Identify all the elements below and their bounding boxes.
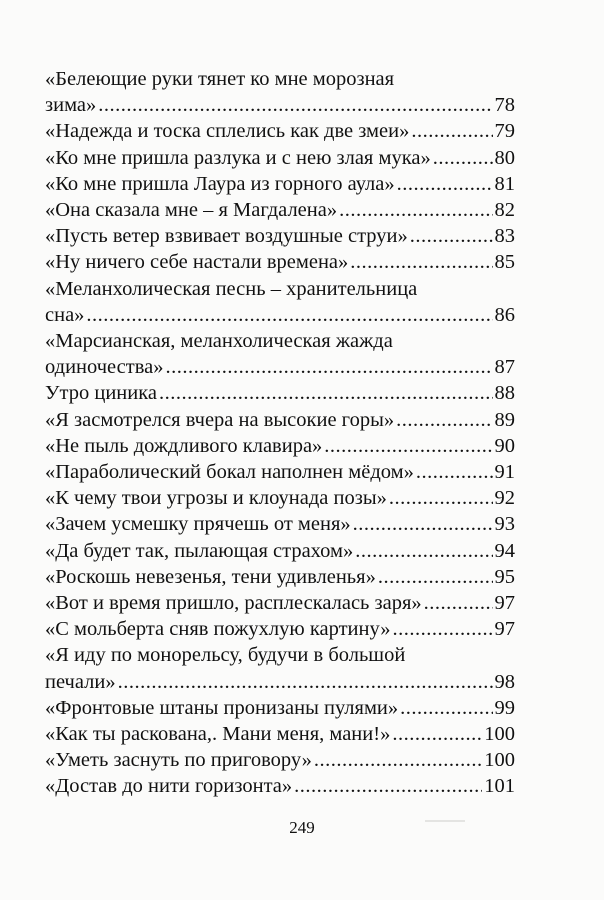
toc-entry-title: «Ко мне пришла Лаура из горного аула» xyxy=(45,172,395,195)
toc-entry-page: 98 xyxy=(494,670,515,693)
toc-entry-page: 78 xyxy=(494,94,515,117)
toc-entry-title: «Зачем усмешку прячешь от меня» xyxy=(45,513,351,536)
toc-entry-line xyxy=(45,511,515,537)
dot-leader xyxy=(86,302,492,328)
toc-entry-title: «Вот и время пришло, расплескалась заря» xyxy=(45,592,422,615)
toc-entry-page: 93 xyxy=(494,513,515,536)
toc-entry-title: «Достав до нити горизонта» xyxy=(45,775,293,798)
toc-entry xyxy=(45,511,515,537)
toc-entry-line xyxy=(45,721,515,747)
toc-entry-page: 101 xyxy=(484,775,515,798)
toc-entry-line xyxy=(45,380,515,406)
toc-entry-title: сна» xyxy=(45,303,85,326)
dot-leader xyxy=(324,433,492,459)
toc-entry-line xyxy=(45,669,515,695)
toc-entry-line xyxy=(45,118,515,144)
dot-leader xyxy=(294,773,482,799)
toc-entry-title-line: «Белеющие руки тянет ко мне морозная xyxy=(45,68,395,90)
dot-leader xyxy=(416,459,493,485)
toc-entry xyxy=(45,433,515,459)
toc-entry xyxy=(45,747,515,773)
dot-leader xyxy=(98,92,492,118)
toc-entry-page: 97 xyxy=(494,618,515,641)
toc-entry xyxy=(45,66,515,118)
toc-entry-title-line: «Я иду по монорельсу, будучи в большой xyxy=(45,644,406,667)
toc-entry-line xyxy=(45,171,515,197)
toc-entry-title: «Ну ничего себе настали времена» xyxy=(45,251,349,274)
dot-leader xyxy=(159,380,493,406)
toc-entry-title: «Как ты раскована,. Мани меня, мани!» xyxy=(45,723,391,746)
toc-entry-line xyxy=(45,354,515,380)
table-of-contents xyxy=(45,66,515,800)
dot-leader xyxy=(433,145,493,171)
toc-entry-line xyxy=(45,145,515,171)
dot-leader xyxy=(118,669,493,695)
dot-leader xyxy=(378,564,493,590)
toc-entry xyxy=(45,695,515,721)
toc-entry-page: 89 xyxy=(494,408,515,431)
toc-entry-line xyxy=(45,616,515,642)
toc-entry-line xyxy=(45,223,515,249)
toc-entry-title: печали» xyxy=(45,670,116,693)
toc-entry-title: «Фронтовые штаны пронизаны пулями» xyxy=(45,696,399,719)
toc-entry-page: 92 xyxy=(494,487,515,510)
toc-entry-page: 100 xyxy=(484,749,515,772)
toc-entry-title-line: «Меланхолическая песнь – хранительница xyxy=(45,277,418,300)
toc-entry-title: «С мольберта сняв пожухлую картину» xyxy=(45,618,391,641)
toc-entry xyxy=(45,407,515,433)
dot-leader xyxy=(392,721,482,747)
toc-entry-line xyxy=(45,407,515,433)
toc-entry-title: «Надежда и тоска сплелись как две змеи» xyxy=(45,120,410,143)
toc-entry xyxy=(45,171,515,197)
toc-entry-line xyxy=(45,485,515,511)
dot-leader xyxy=(355,538,492,564)
toc-entry-line xyxy=(45,197,515,223)
dot-leader xyxy=(350,249,492,275)
toc-entry-line xyxy=(45,433,515,459)
dot-leader xyxy=(410,223,493,249)
toc-entry-page: 87 xyxy=(494,356,515,379)
toc-entry xyxy=(45,328,515,380)
toc-entry-line xyxy=(45,302,515,328)
toc-entry-page: 80 xyxy=(494,146,515,169)
toc-entry xyxy=(45,118,515,144)
toc-entry-title: одиночества» xyxy=(45,356,164,379)
toc-entry-title: Утро циника xyxy=(45,382,157,405)
toc-entry-title: «Она сказала мне – я Магдалена» xyxy=(45,199,338,222)
toc-entry-title: «Уметь заснуть по приговору» xyxy=(45,749,312,772)
toc-entry-line xyxy=(45,538,515,564)
toc-entry-page: 86 xyxy=(494,303,515,326)
toc-entry-page: 100 xyxy=(484,723,515,746)
dot-leader xyxy=(411,118,492,144)
toc-entry xyxy=(45,459,515,485)
toc-entry xyxy=(45,564,515,590)
toc-entry xyxy=(45,223,515,249)
dot-leader xyxy=(339,197,492,223)
dot-leader xyxy=(397,171,493,197)
dot-leader xyxy=(393,616,493,642)
toc-entry-title: «Пусть ветер взвивает воздушные струи» xyxy=(45,225,408,248)
dot-leader xyxy=(400,695,492,721)
toc-entry-page: 91 xyxy=(494,461,515,484)
toc-entry xyxy=(45,642,515,694)
toc-entry-line xyxy=(45,249,515,275)
toc-entry-page: 99 xyxy=(494,696,515,719)
toc-entry xyxy=(45,485,515,511)
toc-entry xyxy=(45,145,515,171)
toc-entry-title: зима» xyxy=(45,94,97,117)
dot-leader xyxy=(389,485,493,511)
toc-entry xyxy=(45,773,515,799)
toc-entry-page: 97 xyxy=(494,592,515,615)
toc-entry-title: «Да будет так, пылающая страхом» xyxy=(45,539,354,562)
toc-entry xyxy=(45,380,515,406)
toc-entry-title: «Не пыль дождливого клавира» xyxy=(45,434,323,457)
toc-entry xyxy=(45,538,515,564)
toc-entry xyxy=(45,276,515,328)
toc-entry xyxy=(45,249,515,275)
toc-entry xyxy=(45,616,515,642)
toc-entry-page: 88 xyxy=(494,382,515,405)
toc-entry-title: «К чему твои угрозы и клоунада позы» xyxy=(45,487,387,510)
toc-entry-page: 79 xyxy=(494,120,515,143)
dot-leader xyxy=(353,511,493,537)
toc-entry xyxy=(45,590,515,616)
toc-entry-page: 82 xyxy=(494,199,515,222)
toc-entry-page: 85 xyxy=(494,251,515,274)
page-number: 249 xyxy=(289,818,315,837)
toc-entry xyxy=(45,721,515,747)
toc-entry-page: 83 xyxy=(494,225,515,248)
toc-entry-title: «Роскошь невезенья, тени удивленья» xyxy=(45,565,376,588)
toc-entry-line xyxy=(45,773,515,799)
toc-entry-page: 81 xyxy=(494,172,515,195)
dot-leader xyxy=(166,354,493,380)
toc-entry-title: «Ко мне пришла разлука и с нею злая мука» xyxy=(45,146,431,169)
toc-entry-title: «Параболический бокал наполнен мёдом» xyxy=(45,461,414,484)
toc-entry-title-line: «Марсианская, меланхолическая жажда xyxy=(45,330,393,353)
dot-leader xyxy=(424,590,493,616)
toc-entry-line xyxy=(45,747,515,773)
dot-leader xyxy=(396,407,492,433)
toc-entry-line xyxy=(45,459,515,485)
dot-leader xyxy=(314,747,482,773)
toc-entry-page: 90 xyxy=(494,434,515,457)
toc-entry-line xyxy=(45,590,515,616)
toc-entry-line xyxy=(45,92,515,118)
toc-entry xyxy=(45,197,515,223)
toc-entry-title: «Я засмотрелся вчера на высокие горы» xyxy=(45,408,395,431)
toc-entry-page: 94 xyxy=(494,539,515,562)
toc-entry-line xyxy=(45,564,515,590)
toc-entry-page: 95 xyxy=(494,565,515,588)
toc-entry-line xyxy=(45,695,515,721)
